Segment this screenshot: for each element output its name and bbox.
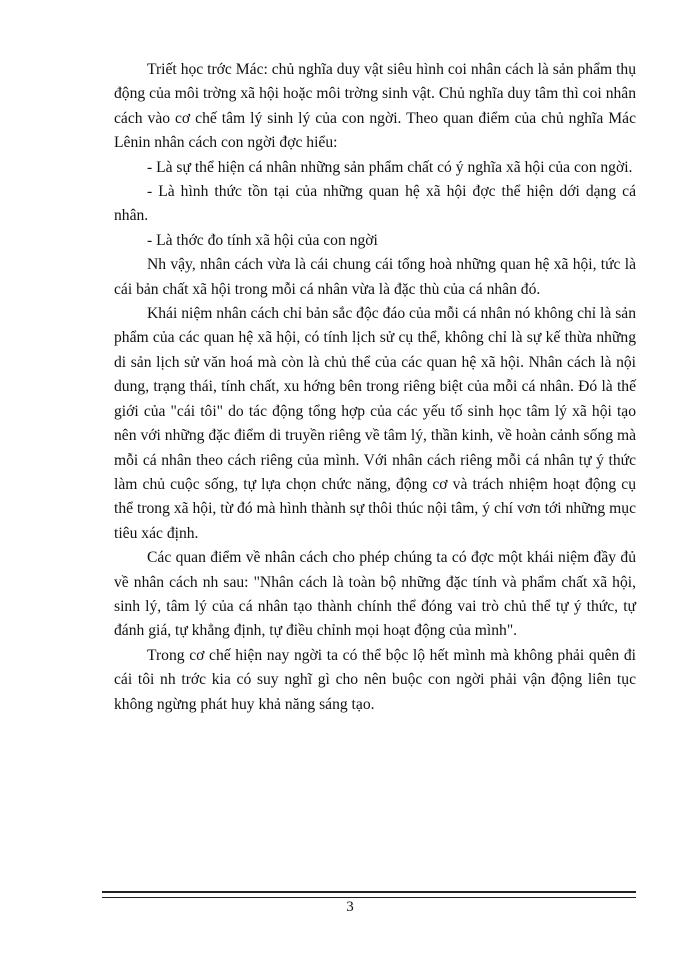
list-item-2: - Là hình thức tồn tại của những quan hệ xã hội đợc thể hiện dới dạng cá nhân. bbox=[114, 183, 636, 225]
page-number: 3 bbox=[346, 899, 354, 915]
document-body bbox=[114, 58, 636, 717]
list-item-1: - Là sự thể hiện cá nhân những sản phẩm chất có ý nghĩa xã hội của con ngời. bbox=[147, 158, 633, 176]
footer-divider bbox=[102, 891, 636, 898]
list-item-3: - Là thớc đo tính xã hội của con ngời bbox=[147, 231, 378, 249]
paragraph-intro: Triết học trớc Mác: chủ nghĩa duy vật siêu hình coi nhân cách là sản phẩm thụ động của môi trờng xã hội hoặc môi trờng sinh vật. Chủ nghĩa duy tâm thì coi nhân cách vào cơ chế tâm lý sinh lý của con ngời. Theo quan điểm của chủ nghĩa Mác Lênin nhân cách con ngời đợc hiểu: bbox=[114, 61, 636, 152]
paragraph-definition: Các quan điểm về nhân cách cho phép chúng ta có đợc một khái niệm đầy đủ về nhân cách nh sau: "Nhân cách là toàn bộ những đặc tính và phẩm chất xã hội, sinh lý, tâm lý của cá nhân tạo thành chính thể đóng vai trò chủ thể tự ý thức, tự đánh giá, tự khẳng định, tự điều chỉnh mọi hoạt động của mình". bbox=[114, 549, 636, 640]
paragraph-concept: Khái niệm nhân cách chỉ bản sắc độc đáo của mỗi cá nhân nó không chỉ là sản phẩm của các quan hệ xã hội, có tính lịch sử cụ thể, không chỉ là sự kế thừa những di sản lịch sử văn hoá mà còn là chủ thể của các quan hệ xã hội. Nhân cách là nội dung, trạng thái, tính chất, xu hớng bên trong riêng biệt của mỗi cá nhân. Đó là thế giới của "cái tôi" do tác động tổng hợp của các yếu tố sinh học tâm lý xã hội tạo nên với những đặc điểm di truyền riêng về tâm lý, thần kinh, về hoàn cảnh sống mà mỗi cá nhân theo cách riêng của mình. Với nhân cách riêng mỗi cá nhân tự ý thức làm chủ cuộc sống, tự lựa chọn chức năng, động cơ và trách nhiệm hoạt động cụ thể trong xã hội, từ đó mà hình thành sự thôi thúc nội tâm, ý chí vơn tới những mục tiêu xác định. bbox=[114, 305, 636, 542]
paragraph-conclusion: Trong cơ chế hiện nay ngời ta có thể bộc lộ hết mình mà không phải quên đi cái tôi nh trớc kia có suy nghĩ gì cho nên buộc con ngời phải vận động liên tục không ngừng phát huy khả năng sáng tạo. bbox=[114, 646, 636, 713]
paragraph-summary: Nh vậy, nhân cách vừa là cái chung cái tổng hoà những quan hệ xã hội, tức là cái bản chất xã hội trong mỗi cá nhân vừa là đặc thù của cá nhân đó. bbox=[114, 256, 636, 298]
